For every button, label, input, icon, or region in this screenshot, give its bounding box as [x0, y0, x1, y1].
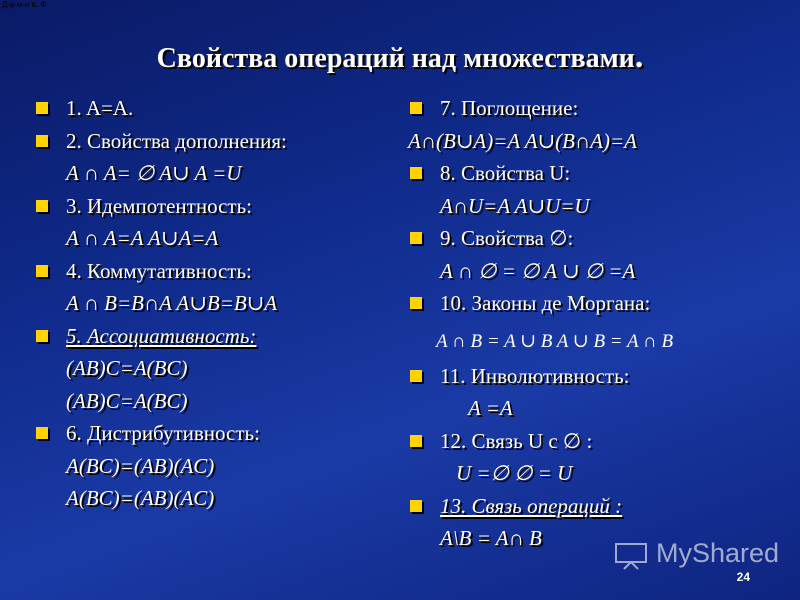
bullet-icon — [36, 427, 48, 439]
bullet-icon — [410, 435, 422, 447]
formula-text: A∩(B∪A)=A A∪(B∩A)=A — [408, 128, 637, 153]
list-item — [410, 287, 790, 320]
formula-text: A(BC)=(AB)(AC) — [66, 453, 215, 478]
formula-line — [36, 157, 396, 190]
item-text: 7. Поглощение: — [440, 96, 579, 120]
formula-text: A ∩ B=B∩A A∪B=B∪A — [66, 291, 278, 315]
item-text: 6. Дистрибутивность: — [66, 421, 260, 445]
bullet-icon — [410, 370, 422, 382]
de-morgan-formulas: A ∩ B = A ∪ B A ∪ B = A ∩ B — [436, 330, 674, 352]
formula-text: A(BC)=(AB)(AC) — [66, 486, 215, 510]
item-text: 12. Связь U с ∅ : — [440, 428, 593, 453]
item-text: 2. Свойства дополнения: — [66, 128, 287, 153]
item-text: 11. Инволютивность: — [440, 363, 630, 388]
item-text: 1. A=A. — [66, 96, 134, 120]
list-item — [36, 255, 396, 288]
list-item — [410, 490, 790, 523]
item-text: 13. Связь операций : — [440, 493, 623, 518]
list-item — [36, 417, 396, 450]
bullet-icon — [36, 265, 48, 277]
bullet-icon — [36, 102, 48, 114]
formula-line — [36, 352, 396, 385]
list-item — [410, 157, 790, 190]
formula-text: U =∅ ∅ = U — [456, 461, 573, 485]
formula-text: A ∩ ∅ = ∅ A ∪ ∅ =A — [440, 258, 636, 283]
formula-text: A∩U=A A∪U=U — [440, 193, 590, 218]
list-item — [36, 190, 396, 223]
list-item — [410, 222, 790, 255]
formula-line — [36, 385, 396, 418]
formula-line — [410, 392, 790, 425]
presentation-board-icon — [614, 542, 648, 570]
list-item — [410, 360, 790, 393]
formula-text: A ∩ A= ∅ A∪ A =U — [66, 161, 242, 185]
bullet-icon — [410, 297, 422, 309]
item-text: 9. Свойства ∅: — [440, 226, 574, 250]
list-item — [36, 92, 396, 125]
formula-text: A ∩ A=A A∪A=A — [66, 226, 219, 250]
bullet-icon — [410, 167, 422, 179]
formula-text: (AB)C=A(BC) — [66, 388, 188, 413]
bullet-icon — [36, 200, 48, 212]
page-number: 24 — [736, 570, 750, 584]
formula-text: (AB)C=A(BC) — [66, 356, 188, 380]
left-column — [36, 92, 396, 515]
bullet-icon — [410, 102, 422, 114]
slide-title — [0, 38, 800, 76]
formula-text: A =A — [468, 396, 513, 420]
formula-line — [410, 190, 790, 223]
formula-line — [410, 125, 790, 158]
slide-title-dot: . — [634, 38, 644, 75]
formula-line — [36, 287, 396, 320]
logo-text: MyShared — [656, 538, 780, 568]
bullet-icon — [36, 330, 48, 342]
formula-line — [36, 482, 396, 515]
item-text: 10. Законы де Моргана: — [440, 291, 651, 315]
bullet-icon — [410, 500, 422, 512]
right-column — [410, 92, 790, 555]
formula-text: A\B = A∩ B — [440, 526, 542, 550]
formula-line — [410, 320, 790, 360]
list-item — [36, 125, 396, 158]
item-text: 4. Коммутативность: — [66, 258, 252, 283]
bullet-icon — [36, 135, 48, 147]
list-item — [410, 92, 790, 125]
watermark-logo — [614, 536, 784, 576]
item-text: 5. Ассоциативность: — [66, 323, 257, 348]
corner-label: Д-р м-н в. Ф — [2, 0, 47, 9]
formula-line — [36, 450, 396, 483]
formula-line — [36, 222, 396, 255]
list-item — [36, 320, 396, 353]
formula-line — [410, 255, 790, 288]
item-text: 8. Свойства U: — [440, 161, 571, 185]
bullet-icon — [410, 232, 422, 244]
item-text: 3. Идемпотентность: — [66, 193, 253, 218]
slide-title-text: Свойства операций над множествами — [156, 43, 635, 74]
formula-line — [410, 457, 790, 490]
list-item — [410, 425, 790, 458]
